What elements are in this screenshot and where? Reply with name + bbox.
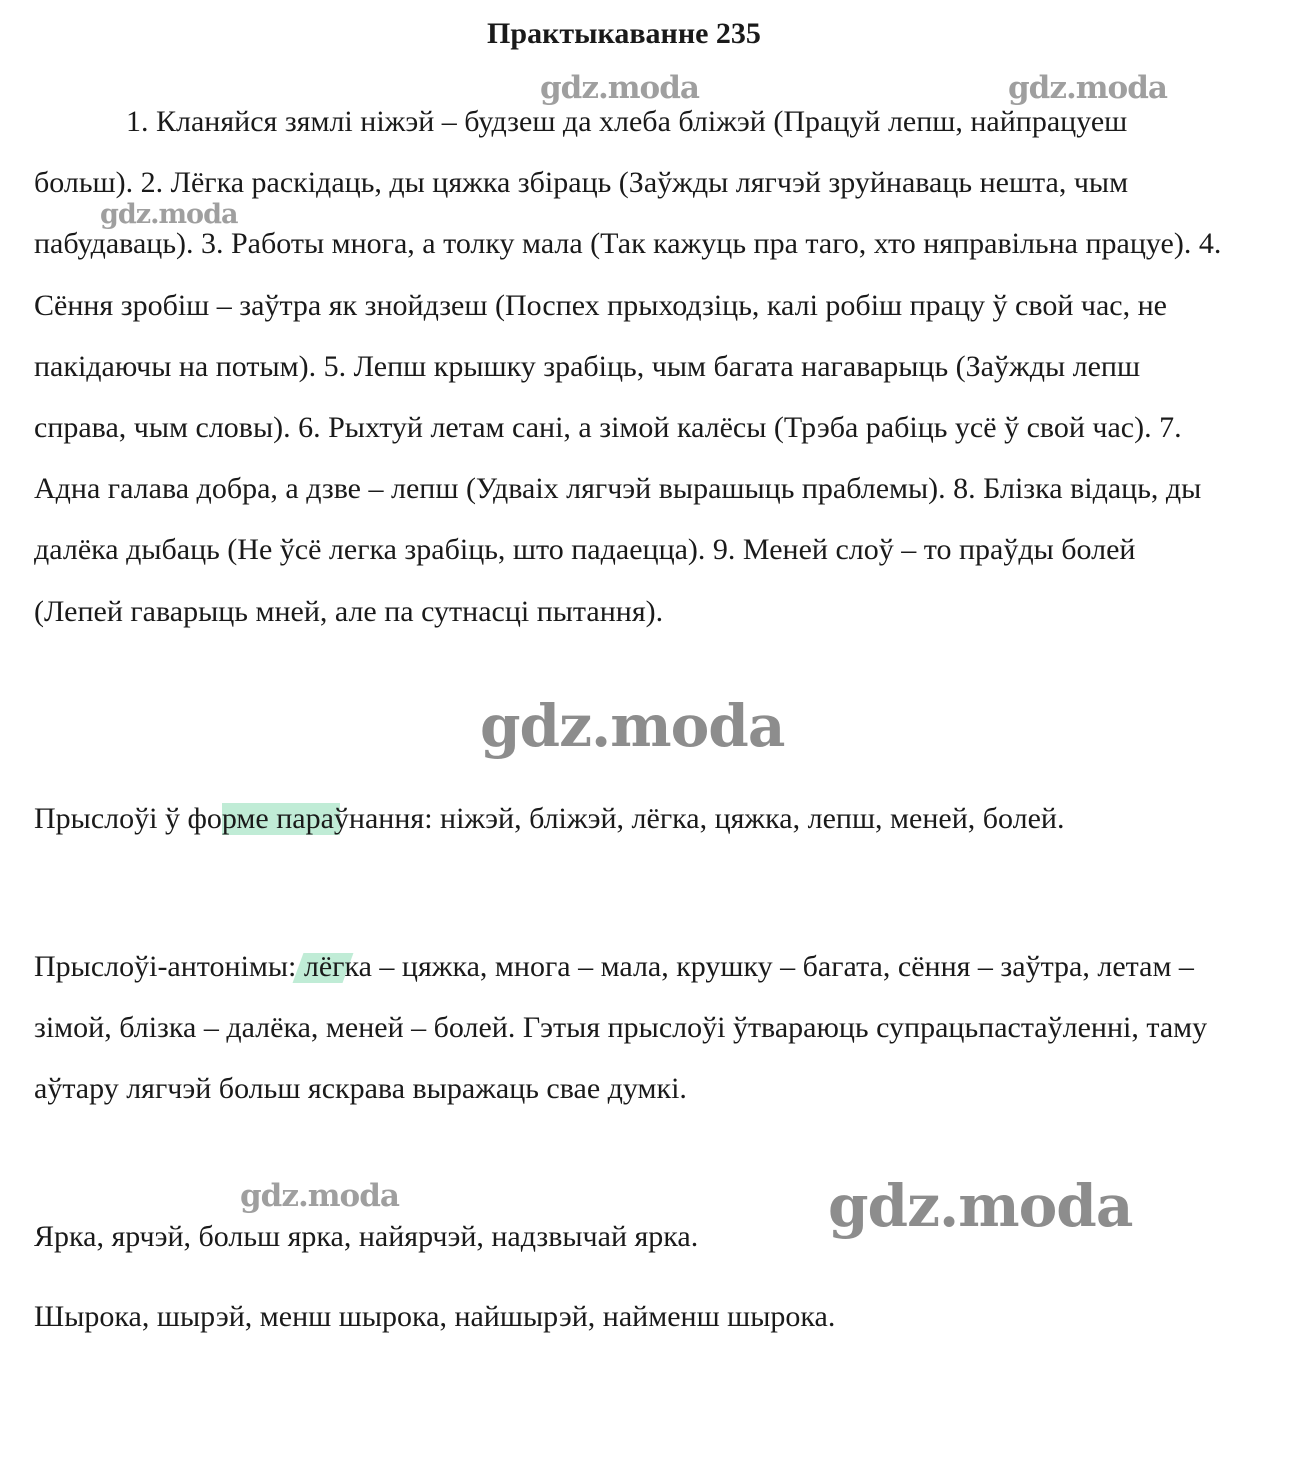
proverbs-paragraph: 1. Кланяйся зямлі ніжэй – будзеш да хлеба бліжэй (Працуй лепш, найпрацуеш больш). 2. Лёгка раскідаць, ды цяжка збіраць (Заўжды лягчэй зруйнаваць нешта, чым пабудаваць). 3. Работы многа, а толку мала (Так кажуць пра таго, хто няправільна працуе). 4. Сёння зробіш – заўтра як знойдзеш (Поспех прыходзіць, калі робіш працу ў свой час, не пакідаючы на потым). 5. Лепш крышку зрабіць, чым багата нагаварыць (Заўжды лепш справа, чым словы). 6. Рыхтуй летам сані, а зімой калёсы (Трэба рабіць усё ў свой час). 7. Адна галава добра, а дзве – лепш (Удваіх лягчэй вырашыць праблемы). 8. Блізка відаць, ды далёка дыбаць (Не ўсё легка зрабіць, што падаецца). 9. Меней слоў – то праўды болей (Лепей гаварыць мней, але па сутнасці пытання). [34, 105, 1222, 628]
watermark: gdz.moda [480, 692, 785, 760]
watermark: gdz.moda [540, 70, 699, 106]
watermark: gdz.moda [828, 1172, 1133, 1240]
comparative-paragraph: Прыслоўі ў форме параўнання: ніжэй, бліжэй, лёгка, цяжка, лепш, меней, болей. [34, 802, 1065, 835]
watermark: gdz.moda [240, 1178, 399, 1214]
antonyms-paragraph: Прыслоўі-антонімы: лёгка – цяжка, многа – мала, крушку – багата, сёння – заўтра, летам – зімой, блізка – далёка, меней – болей. Гэтыя прыслоўі ўтвараюць супрацьпастаўленні, таму аўтару лягчэй больш яскрава выражаць свае думкі. [34, 950, 1208, 1106]
watermark: gdz.moda [100, 199, 238, 230]
degrees-wide-paragraph: Шырока, шырэй, менш шырока, найшырэй, найменш шырока. [34, 1300, 836, 1333]
page-title: Практыкаванне 235 [487, 17, 761, 50]
degrees-bright-paragraph: Ярка, ярчэй, больш ярка, найярчэй, надзвычай ярка. [34, 1220, 699, 1253]
watermark: gdz.moda [1008, 70, 1167, 106]
